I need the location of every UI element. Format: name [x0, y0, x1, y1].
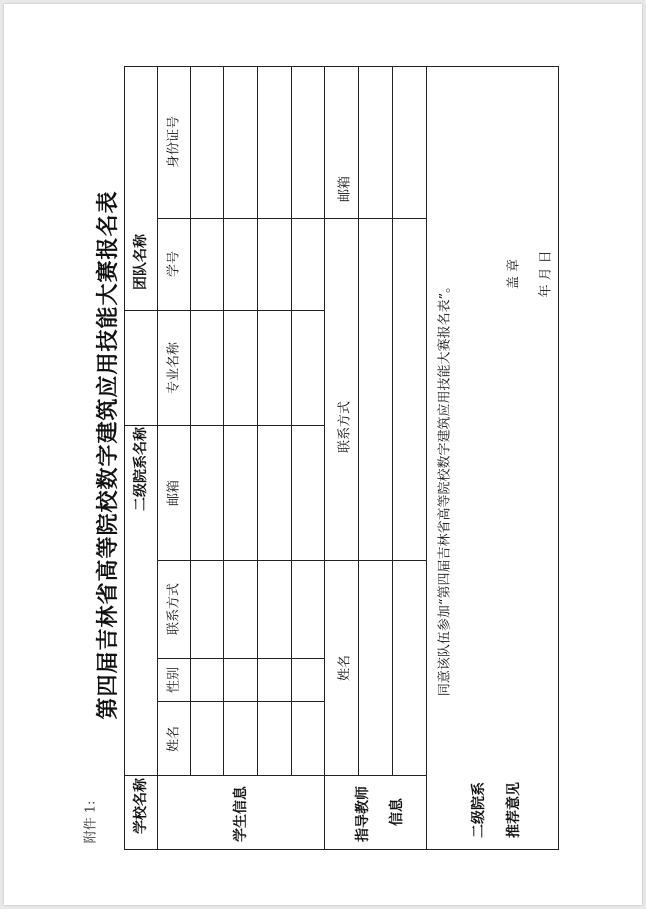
student-col-major: 专业名称 — [166, 341, 182, 395]
school-name-label: 学校名称 — [133, 778, 149, 834]
advisor-label-line2: 信息 — [389, 798, 405, 826]
form-title: 第四届吉林省高等院校数字建筑应用技能大赛报名表 — [95, 190, 121, 720]
student-col-gender: 性别 — [166, 666, 182, 694]
student-col-email: 邮箱 — [166, 479, 182, 507]
document-page — [4, 4, 642, 905]
advisor-col-email: 邮箱 — [337, 175, 353, 203]
attachment-label: 附件 1: — [83, 800, 99, 844]
date-label: 年 月 日 — [538, 250, 554, 298]
student-col-name: 姓名 — [166, 725, 182, 753]
department-name-label: 二级院系名称 — [133, 427, 149, 511]
team-name-label: 团队名称 — [133, 234, 149, 290]
advisor-col-contact: 联系方式 — [337, 400, 353, 454]
student-col-id-card: 身份证号 — [166, 115, 182, 169]
student-col-contact: 联系方式 — [166, 582, 182, 636]
recommend-label-line1: 二级院系 — [471, 782, 487, 838]
advisor-col-name: 姓名 — [337, 654, 353, 682]
registration-table — [4, 4, 642, 905]
advisor-label-line1: 指导教师 — [355, 786, 371, 842]
recommend-statement: 同意该队伍参加“第四届吉林省高等院校数字建筑应用技能大赛报名表”。 — [437, 279, 453, 697]
student-col-student-id: 学号 — [166, 250, 182, 278]
student-info-label: 学生信息 — [233, 786, 249, 842]
seal-label: 盖 章 — [506, 258, 522, 290]
recommend-label-line2: 推荐意见 — [506, 782, 522, 838]
